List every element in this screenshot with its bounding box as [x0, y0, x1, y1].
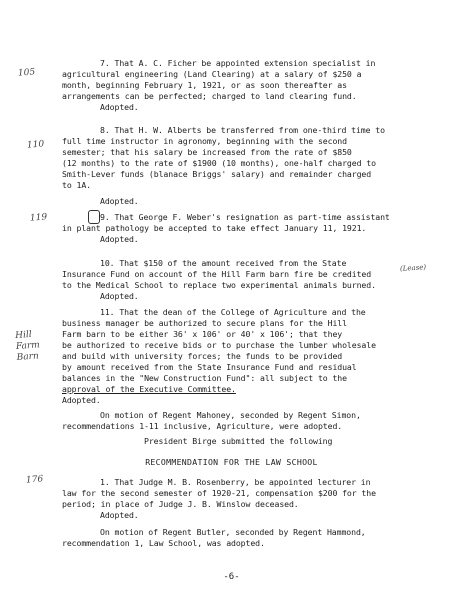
text-line: law for the second semester of 1920-21, compensation $200 for the — [62, 488, 376, 498]
adopted-label: Adopted. — [62, 395, 101, 405]
text-line: balances in the "New Construction Fund": all subject to the — [62, 373, 347, 383]
text-line: Smith-Lever funds (blanace Briggs' salary) and remainder charged — [62, 169, 372, 179]
text-line: approval of the Executive Committee. — [62, 384, 236, 394]
text-line: be authorized to receive bids or to purchase the lumber wholesale — [62, 340, 376, 350]
text-line: 1. That Judge M. B. Rosenberry, be appointed lecturer in — [100, 477, 371, 487]
adopted-label: Adopted. — [100, 234, 139, 244]
margin-note-hill-farm: Hill Farm Barn — [14, 329, 41, 363]
motion-law — [62, 527, 422, 549]
margin-note-176: 176 — [25, 474, 44, 486]
item-11 — [62, 307, 422, 406]
adopted-label: Adopted. — [100, 510, 139, 520]
text-line: recommendations 1-11 inclusive, Agriculture, were adopted. — [62, 421, 343, 431]
text-line: 9. That George F. Weber's resignation as part-time assistant — [100, 212, 390, 222]
text-line: business manager be authorized to secure plans for the Hill — [62, 318, 347, 328]
text-line: On motion of Regent Butler, seconded by Regent Hammond, — [100, 527, 366, 537]
margin-note-119: 119 — [29, 212, 48, 224]
law-school-heading: RECOMMENDATION FOR THE LAW SCHOOL — [145, 457, 318, 467]
item-7 — [62, 58, 422, 113]
birge-submission — [62, 436, 422, 447]
text-line: agricultural engineering (Land Clearing) at a salary of $250 a — [62, 69, 362, 79]
text-line: President Birge submitted the following — [144, 436, 333, 446]
text-line: by amount received from the State Insurance Fund and residual — [62, 362, 357, 372]
item-8 — [62, 125, 422, 207]
text-line: 8. That H. W. Alberts be transferred from one-third time to — [100, 125, 385, 135]
text-line: Farm barn to be either 36' x 106' or 40' x 106'; that they — [62, 329, 343, 339]
margin-note-110: 110 — [26, 139, 45, 151]
text-line: full time instructor in agronomy, beginning with the second — [62, 136, 347, 146]
item-9 — [62, 212, 422, 245]
text-line: 11. That the dean of the College of Agriculture and the — [100, 307, 366, 317]
text-line: On motion of Regent Mahoney, seconded by Regent Simon, — [100, 410, 361, 420]
adopted-label: Adopted. — [100, 102, 139, 112]
page-number: -6- — [223, 572, 240, 582]
text-line: arrangements can be perfected; charged to land clearing fund. — [62, 91, 357, 101]
item-10 — [62, 258, 422, 302]
motion-agriculture — [62, 410, 422, 432]
text-line: period; in place of Judge J. B. Winslow deceased. — [62, 499, 299, 509]
text-line: to the Medical School to replace two experimental animals burned. — [62, 280, 376, 290]
text-line: semester; that his salary be increased from the rate of $850 — [62, 147, 352, 157]
adopted-label: Adopted. — [100, 196, 139, 206]
text-line: month, beginning February 1, 1921, or as soon thereafter as — [62, 80, 347, 90]
text-line: in plant pathology be accepted to take effect January 11, 1921. — [62, 223, 367, 233]
text-line: to 1A. — [62, 180, 91, 190]
law-item-1 — [62, 477, 422, 521]
text-line: recommendation 1, Law School, was adopted. — [62, 538, 265, 548]
margin-note-105: 105 — [17, 67, 36, 79]
text-line: Insurance Fund on account of the Hill Farm barn fire be credited — [62, 269, 372, 279]
adopted-label: Adopted. — [100, 291, 139, 301]
text-line: (12 months) to the rate of $1900 (10 months), one-half charged to — [62, 158, 376, 168]
margin-note-lease: (Lease) — [399, 263, 427, 273]
text-line: 10. That $150 of the amount received from the State — [100, 258, 347, 268]
text-line: 7. That A. C. Ficher be appointed extension specialist in — [100, 58, 376, 68]
text-line: and build with university forces; the funds to be provided — [62, 351, 343, 361]
